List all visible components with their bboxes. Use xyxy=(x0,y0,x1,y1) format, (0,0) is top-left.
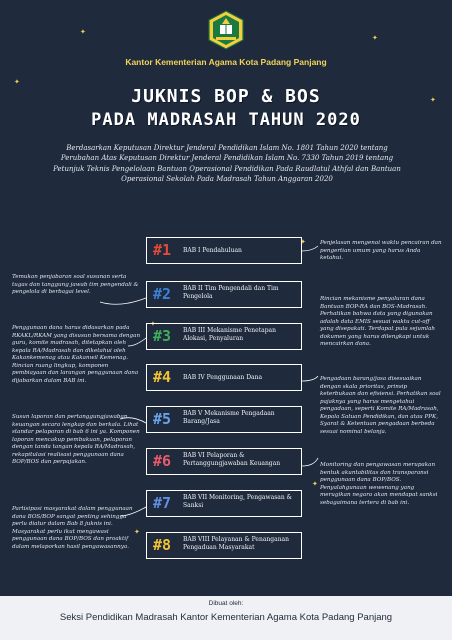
bab-number: #4 xyxy=(153,368,172,386)
bab-number: #1 xyxy=(153,241,172,259)
bab-label: BAB III Mekanisme Penetapan Alokasi, Penyaluran xyxy=(183,327,276,342)
note-bab-5: Pengadaan barang/jasa disesuaikan dengan skala prioritas, prinsip keterbukaan dan efisiensi. Perhatikan soal pajaknya yang harus mengetahui pengadaan, seperti Komite RA/Madrasah, Kepala Satuan Pendidikan, dan atau PPK, Syarat & Ketentuan pengadaan berbeda sesuai nominal belanja. xyxy=(320,376,441,435)
note-bab-1: Penjelasan mengenai waktu pencairan dan pengertian umum yang harus Anda ketahui. xyxy=(320,240,442,261)
kemenag-logo-icon xyxy=(206,10,246,50)
bab-number: #3 xyxy=(153,327,172,345)
note-bab-2: Temukan penjabaran soal susunan serta tugas dan tanggung jawab tim pengendali & pengelola di berbagai level. xyxy=(12,274,139,295)
footer-made-by: Dibuat oleh: xyxy=(208,600,244,607)
bab-number: #6 xyxy=(153,452,172,470)
bab-label: BAB VII Monitoring, Pengawasan & Sanksi xyxy=(183,494,292,509)
note-bab-7: Monitoring dan pengawasan merupakan bentuk akuntabilitas dan transparansi penggunaan dana BOP/BOS. Penyalahgunaan wewenang yang merugikan negara akan mendapat sanksi sebagaimana tertera di bab ini. xyxy=(320,462,438,506)
bab-label: BAB V Mekanisme Pengadaan Barang/Jasa xyxy=(183,410,275,425)
bab-label: BAB I Pendahuluan xyxy=(183,247,242,254)
page-subtitle: PADA MADRASAH TAHUN 2020 xyxy=(91,110,361,130)
bab-number: #8 xyxy=(153,536,172,554)
note-bab-6: Susun laporan dan pertanggungjawaban keuangan secara lengkap dan berkala. Lihat standar pelaporan di bab 6 ini ya. Komponen laporan mencakup pembukuan, pelaporan dengan tanda tangan kepala RA/Madrasah, rekapitulasi realisasi penggunaan dana BOP/BOS dan perpajakan. xyxy=(12,414,140,465)
bab-8 xyxy=(146,532,302,559)
bab-6 xyxy=(146,448,302,475)
bab-3 xyxy=(146,323,302,350)
bab-7 xyxy=(146,490,302,517)
intro-paragraph: Berdasarkan Keputusan Direktur Jenderal Pendidikan Islam No. 1801 Tahun 2020 tentang Perubahan Atas Keputusan Direktur Jenderal Pendidikan Islam No. 7330 Tahun 2019 tentang Petunjuk Teknis Pengelolaan Bantuan Operasional Pendidikan Pada Raudlatul Athfal dan Bantuan Operasional Sekolah Pada Madrasah Tahun Anggaran 2020 xyxy=(53,144,401,184)
footer-unit: Seksi Pendidikan Madrasah Kantor Kementerian Agama Kota Padang Panjang xyxy=(59,612,393,623)
bab-number: #7 xyxy=(153,494,172,512)
bab-label: BAB IV Penggunaan Dana xyxy=(183,374,263,381)
bab-2 xyxy=(146,281,302,308)
note-bab-4: Penggunaan dana harus didasarkan pada RKAKL/RKAM yang disusun bersama dengan guru, komite madrasah, ditetapkan oleh kepala RA/Madrasah dan diketahui oleh Kakankemenag atau Kakanwil Kemenag. Rincian ruang lingkup, komponen pembiayaan dan larangan penggunaan dana dijabarkan dalam BAB ini. xyxy=(12,325,141,384)
bab-label: BAB VIII Pelayanan & Penanganan Pengaduan Masyarakat xyxy=(183,536,289,551)
office-name: Kantor Kementerian Agama Kota Padang Panjang xyxy=(125,57,327,67)
infographic: ✦ ✦ ✦ ✦ ✦ ✦ ✦ ✦ Kantor Kementerian Agama Kota Padang Panjang JUKNIS BOP & BOS PADA MADRASAH TAHUN 2020 Berdasarkan Keputusan Direktur Jenderal Pendidikan Islam No. 1801 Tahun 2020 tentang Perubahan Atas Keputusan Direktur Jenderal Pendidikan Islam No. 7330 Tahun 2019 tentang Petunjuk Teknis Pengelolaan Bantuan Operasional Pendidikan Pada Raudlatul Athfal dan Bantuan Operasional Sekolah Pada Madrasah Tahun Anggaran 2020 #1 BAB I Pendahuluan #2 BAB II Tim Pengendali dan Tim Pengelola #3 BAB III Mekanisme Penetapan Alokasi, Penyaluran #4 BAB IV Penggunaan Dana #5 BAB V Mekanisme Pengadaan Barang/Jasa #6 BAB VI Pelaporan & Pertanggungjawaban Keuangan #7 BAB VII Monitoring, Pengawasan & Sanksi #8 BAB VIII Pelayanan & Penanganan Pengaduan Masyarakat Temukan penjabaran soal susunan serta tugas dan tanggung jawab tim pengendali & pengelola di berbagai level. Penggunaan dana harus didasarkan pada RKAKL/RKAM yang disusun bersama dengan guru, komite madrasah, ditetapkan oleh kepala RA/Madrasah dan diketahui oleh Kakankemenag atau Kakanwil Kemenag. Rincian ruang lingkup, komponen pembiayaan dan larangan penggunaan dana dijabarkan dalam BAB ini. Susun laporan dan pertanggungjawaban keuangan secara lengkap dan berkala. Lihat standar pelaporan di bab 6 ini ya. Komponen laporan mencakup pembukuan, pelaporan dengan tanda tangan kepala RA/Madrasah, rekapitulasi realisasi penggunaan dana BOP/BOS dan perpajakan. Partisipasi masyarakat dalam penggunaan dana BOS/BOP sangat penting sehingga perlu diatur dalam Bab 8 juknis ini. Masyarakat perlu ikut mengawasi penggunaan dana BOP/BOS dan proaktif dalam melaporkan hasil pengawasannya. Penjelasan mengenai waktu pencairan dan pengertian umum yang harus Anda ketahui. Rincian mekanisme penyaluran dana Bantuan BOP-RA dan BOS-Madrasah. Perhatikan bahwa data yang digunakan adalah data EMIS sesuai waktu cut-off yang disepakati. Terdapat pula sejumlah dokumen yang harus dilengkapi untuk mencairkan dana. Pengadaan barang/jasa disesuaikan dengan skala prioritas, prinsip keterbukaan dan efisiensi. Perhatikan soal pajaknya yang harus mengetahui pengadaan, seperti Komite RA/Madrasah, Kepala Satuan Pendidikan, dan atau PPK, Syarat & Ketentuan pengadaan berbeda sesuai nominal belanja. Monitoring dan pengawasan merupakan bentuk akuntabilitas dan transparansi penggunaan dana BOP/BOS. Penyalahgunaan wewenang yang merugikan negara akan mendapat sanksi sebagaimana tertera di bab ini. Dibuat oleh: Seksi Pendidikan Madrasah Kantor Kementerian Agama Kota Padang Panjang xyxy=(0,0,452,640)
bab-label: BAB II Tim Pengendali dan Tim Pengelola xyxy=(183,285,279,300)
bab-5 xyxy=(146,406,302,433)
bab-4 xyxy=(146,364,302,391)
footer xyxy=(0,596,452,640)
bab-number: #2 xyxy=(153,285,172,303)
note-bab-3: Rincian mekanisme penyaluran dana Bantuan BOP-RA dan BOS-Madrasah. Perhatikan bahwa data yang digunakan adalah data EMIS sesuai waktu cut-off yang disepakati. Terdapat pula sejumlah dokumen yang harus dilengkapi untuk mencairkan dana. xyxy=(320,296,436,347)
bab-1 xyxy=(146,237,302,264)
bab-number: #5 xyxy=(153,410,172,428)
page-title: JUKNIS BOP & BOS xyxy=(131,86,321,107)
note-bab-8: Partisipasi masyarakat dalam penggunaan dana BOS/BOP sangat penting sehingga perlu diatur dalam Bab 8 juknis ini. Masyarakat perlu ikut mengawasi penggunaan dana BOP/BOS dan proaktif dalam melaporkan hasil pengawasannya. xyxy=(12,506,133,550)
bab-label: BAB VI Pelaporan & Pertanggungjawaban Keuangan xyxy=(183,452,281,467)
